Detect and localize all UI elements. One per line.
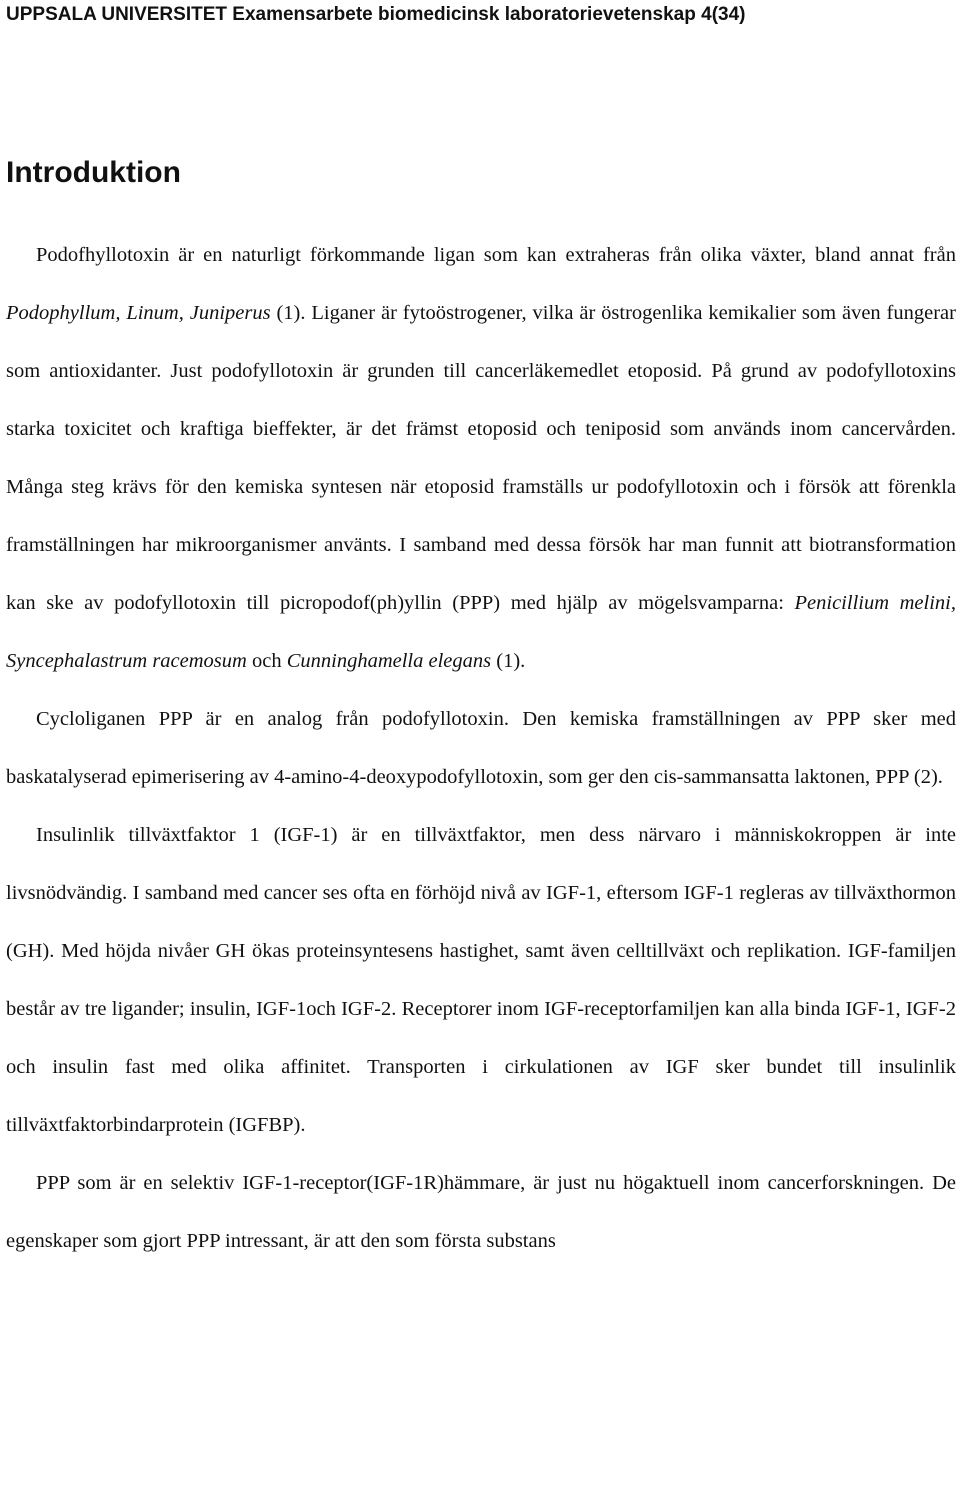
body-text <box>6 226 956 1270</box>
fungi-names-italic: Penicillium melini, Syncephalastrum racemosum <box>6 592 956 672</box>
paragraph-4: PPP som är en selektiv IGF-1-receptor(IGF-1R)hämmare, är just nu högaktuell inom cancerforskningen. De egenskaper som gjort PPP intressant, är att den som första substans <box>6 1172 956 1252</box>
paragraph-1-text-d: (1). <box>491 650 526 672</box>
paragraph-1-text-a: Podofhyllotoxin är en naturligt förkommande ligan som kan extraheras från olika växter, bland annat från <box>36 244 956 266</box>
paragraph-1-text-b: (1). Liganer är fytoöstrogener, vilka är östrogenlika kemikalier som även fungerar som antioxidanter. Just podofyllotoxin är grunden till cancerläkemedlet etoposid. På grund av podofyllotoxins starka toxicitet och kraftiga bieffekter, är det främst etoposid och teniposid som används inom cancervården. Många steg krävs för den kemiska syntesen när etoposid framställs ur podofyllotoxin och i försök att förenkla framställningen har mikroorganismer använts. I samband med dessa försök har man funnit att biotransformation kan ske av podofyllotoxin till picropodof(ph)yllin (PPP) med hjälp av mögelsvamparna: <box>6 302 956 614</box>
fungus-name-italic: Cunninghamella elegans <box>286 650 492 672</box>
page-header: UPPSALA UNIVERSITET Examensarbete biomedicinsk laboratorievetenskap 4(34) <box>6 4 746 25</box>
paragraph-1-text-c: och <box>246 650 287 672</box>
paragraph-3: Insulinlik tillväxtfaktor 1 (IGF-1) är en tillväxtfaktor, men dess närvaro i människokroppen är inte livsnödvändig. I samband med cancer ses ofta en förhöjd nivå av IGF-1, eftersom IGF-1 regleras av tillväxthormon (GH). Med höjda nivåer GH ökas proteinsyntesens hastighet, samt även celltillväxt och replikation. IGF-familjen består av tre ligander; insulin, IGF-1och IGF-2. Receptorer inom IGF-receptorfamiljen kan alla binda IGF-1, IGF-2 och insulin fast med olika affinitet. Transporten i cirkulationen av IGF sker bundet till insulinlik tillväxtfaktorbindarprotein (IGFBP). <box>6 824 956 1136</box>
species-list-italic: Podophyllum, Linum, Juniperus <box>6 302 271 324</box>
paragraph-1 <box>6 226 956 690</box>
paragraph-2: Cycloliganen PPP är en analog från podofyllotoxin. Den kemiska framställningen av PPP sker med baskatalyserad epimerisering av 4-amino-4-deoxypodofyllotoxin, som ger den cis-sammansatta laktonen, PPP (2). <box>6 708 956 788</box>
section-heading: Introduktion <box>6 156 181 189</box>
